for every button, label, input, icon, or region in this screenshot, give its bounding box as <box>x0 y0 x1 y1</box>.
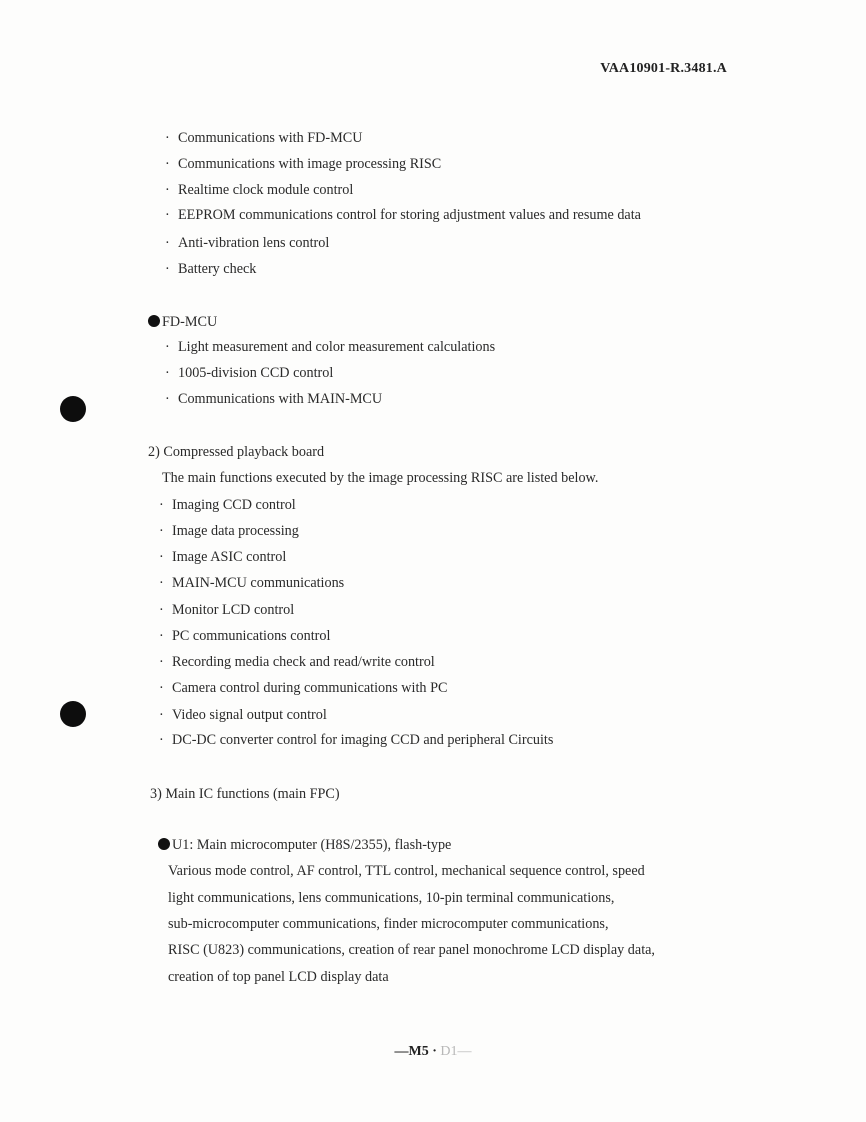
list-item: · Realtime clock module control <box>165 182 354 198</box>
list-item: · Imaging CCD control <box>159 497 296 513</box>
list-item: · Communications with MAIN-MCU <box>165 391 383 407</box>
paragraph-line: creation of top panel LCD display data <box>168 969 389 985</box>
bullet-dot: · <box>165 261 170 277</box>
list-item: · MAIN-MCU communications <box>159 575 345 591</box>
list-item: · Video signal output control <box>159 707 327 723</box>
u1-heading: U1: Main microcomputer (H8S/2355), flash-type <box>158 836 451 854</box>
bullet-dot: · <box>165 207 170 223</box>
bullet-dot: · <box>159 732 164 748</box>
list-item: · Recording media check and read/write control <box>159 654 435 670</box>
bullet-dot: · <box>165 365 170 381</box>
punch-hole-top <box>60 396 86 422</box>
bullet-dot: · <box>165 156 170 172</box>
bullet-dot: · <box>159 628 164 644</box>
paragraph-line: light communications, lens communications, 10-pin terminal communications, <box>168 890 615 906</box>
list-item: · Light measurement and color measurement calculations <box>165 339 496 355</box>
list-item: · PC communications control <box>159 628 331 644</box>
document-id: VAA10901-R.3481.A <box>600 61 727 76</box>
page-number: —M5 · D1— <box>394 1044 472 1059</box>
filled-circle-bullet-icon <box>158 838 170 850</box>
paragraph-line: RISC (U823) communications, creation of rear panel monochrome LCD display data, <box>168 942 655 958</box>
bullet-dot: · <box>165 391 170 407</box>
list-item: · Anti-vibration lens control <box>165 235 330 251</box>
list-item: · 1005-division CCD control <box>165 365 334 381</box>
list-item: · EEPROM communications control for storing adjustment values and resume data <box>165 207 641 223</box>
bullet-dot: · <box>159 680 164 696</box>
bullet-dot: · <box>165 235 170 251</box>
bullet-dot: · <box>159 707 164 723</box>
bullet-dot: · <box>165 130 170 146</box>
list-item: · Communications with FD-MCU <box>165 130 363 146</box>
list-item: · Image ASIC control <box>159 549 287 565</box>
list-item: · Camera control during communications with PC <box>159 680 448 696</box>
bullet-dot: · <box>159 602 164 618</box>
bullet-dot: · <box>159 654 164 670</box>
section-2-heading: 2) Compressed playback board <box>148 444 325 460</box>
fd-mcu-heading: FD-MCU <box>148 313 217 331</box>
section-2-intro: The main functions executed by the image processing RISC are listed below. <box>162 470 599 486</box>
paragraph-line: Various mode control, AF control, TTL control, mechanical sequence control, speed <box>168 863 645 879</box>
list-item: · Monitor LCD control <box>159 602 295 618</box>
paragraph-line: sub-microcomputer communications, finder microcomputer communications, <box>168 916 609 932</box>
list-item: · DC-DC converter control for imaging CCD and peripheral Circuits <box>159 732 554 748</box>
list-item: · Communications with image processing RISC <box>165 156 442 172</box>
list-item: · Battery check <box>165 261 257 277</box>
section-3-heading: 3) Main IC functions (main FPC) <box>150 786 340 802</box>
bullet-dot: · <box>159 497 164 513</box>
punch-hole-bottom <box>60 701 86 727</box>
filled-circle-bullet-icon <box>148 315 160 327</box>
bullet-dot: · <box>165 339 170 355</box>
bullet-dot: · <box>159 549 164 565</box>
bullet-dot: · <box>159 523 164 539</box>
bullet-dot: · <box>159 575 164 591</box>
bullet-dot: · <box>165 182 170 198</box>
list-item: · Image data processing <box>159 523 299 539</box>
